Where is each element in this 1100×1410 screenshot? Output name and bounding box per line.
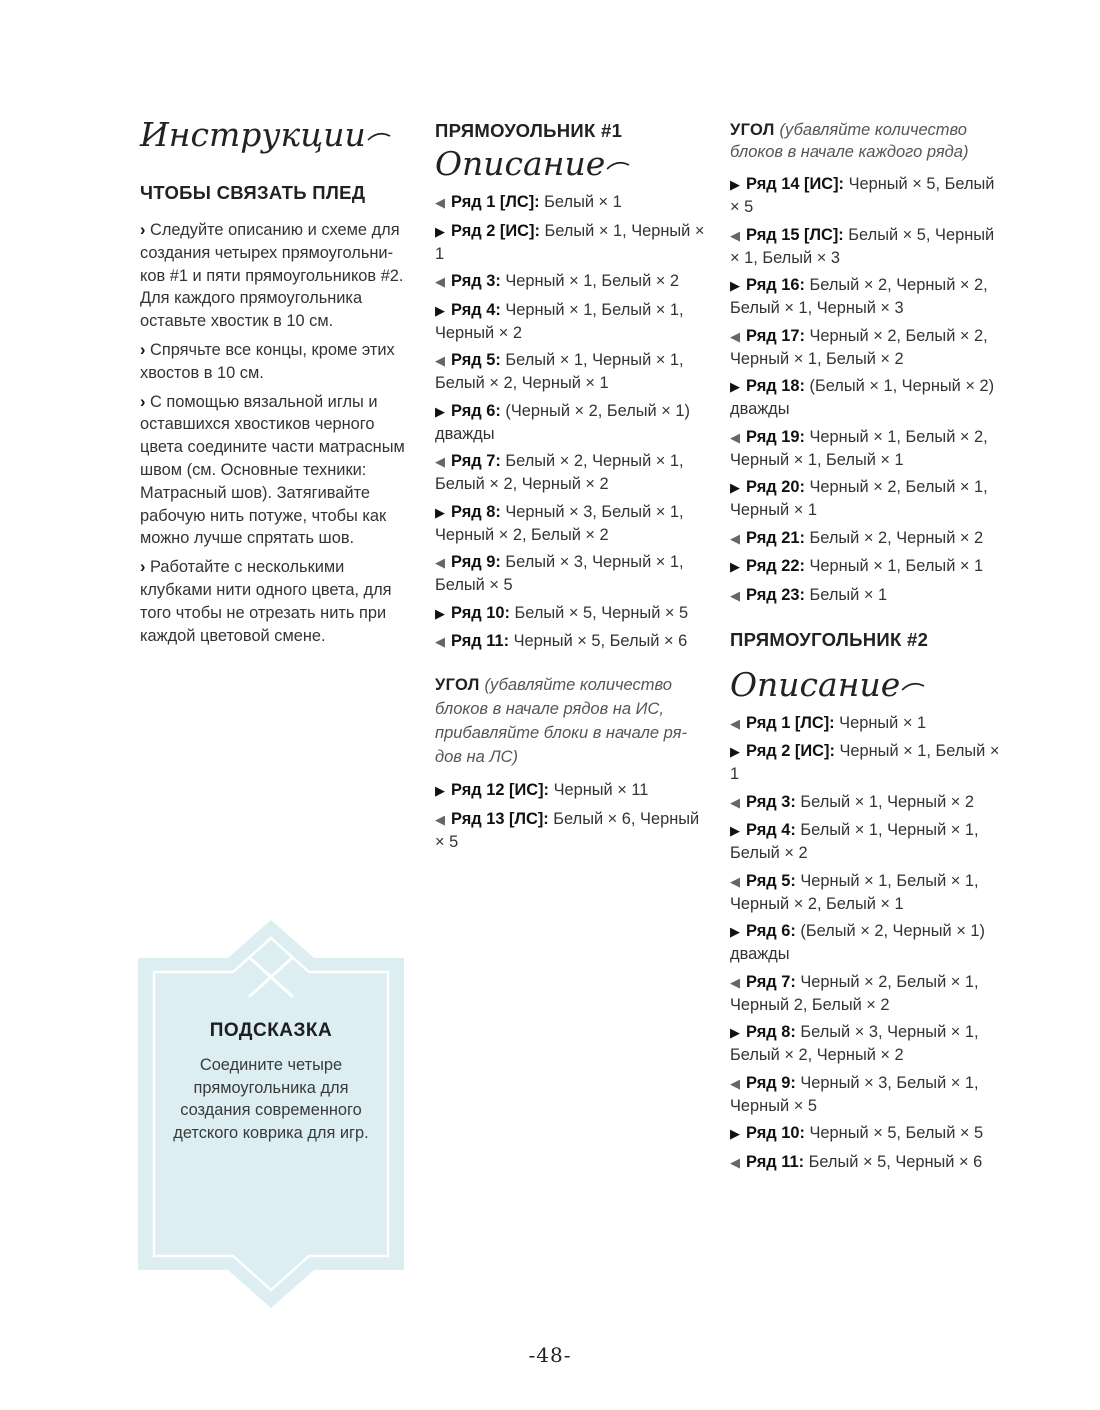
arrow-right-icon: ▶ [435, 223, 445, 239]
arrow-left-icon: ◀ [730, 715, 740, 731]
rectangle1-column [435, 115, 705, 858]
row-instruction [730, 1151, 1000, 1174]
row-text: Белый × 2, Черный × 2 [804, 528, 984, 547]
row-label: Ряд 11: [451, 632, 510, 650]
row-label: Ряд 22: [746, 557, 805, 575]
arrow-left-icon: ◀ [730, 1075, 740, 1091]
row-instruction [730, 870, 1000, 915]
row-text: Белый × 3, Черный × 1, Белый × 5 [435, 553, 684, 594]
row-instruction [730, 555, 1000, 578]
row-instruction [435, 299, 705, 344]
arrow-right-icon: ▶ [435, 783, 445, 798]
corner-rectangle2-column [730, 115, 1000, 1179]
row-text: Белый × 2, Черный × 2, Белый × 1, Черный × 3 [730, 276, 988, 317]
row-text: Черный × 3, Белый × 1, Черный × 2, Белый × 2 [435, 502, 684, 544]
arrow-right-icon: ▶ [730, 744, 740, 759]
flourish-icon [366, 128, 392, 146]
corner2-note: (убавляйте количество блоков в начале каждого ряда) [730, 121, 969, 161]
corner1-heading-label: УГОЛ [435, 676, 480, 694]
row-label: Ряд 7: [451, 452, 501, 470]
row-label: Ряд 21: [746, 528, 805, 547]
arrow-right-icon: ▶ [435, 403, 445, 419]
row-instruction [435, 501, 705, 546]
arrow-right-icon: ▶ [730, 177, 740, 192]
arrow-left-icon: ◀ [435, 353, 445, 368]
row-instruction [730, 740, 1000, 785]
row-instruction [730, 1021, 1000, 1066]
row-text: (Белый × 2, Черный × 1) дважды [730, 922, 985, 963]
flourish-icon [605, 157, 631, 175]
row-instruction [435, 400, 705, 445]
arrow-left-icon: ◀ [730, 587, 740, 603]
row-text: Белый × 6, Черный × 5 [435, 809, 700, 851]
corner1-rows [435, 779, 705, 853]
row-text: Черный × 11 [549, 781, 649, 799]
row-label: Ряд 2 [ИС]: [746, 742, 835, 760]
row-text: Черный × 1, Белый × 1 [804, 557, 984, 575]
row-label: Ряд 5: [451, 351, 501, 369]
instructions-bullets [140, 219, 408, 647]
row-text: Белый × 5, Черный × 6 [804, 1152, 983, 1171]
row-instruction [730, 712, 1000, 735]
tip-text: Соедините четыре прямоугольника для создания современного детского коврика для игр. [173, 1056, 369, 1142]
row-label: Ряд 19: [746, 427, 805, 446]
row-text: Черный × 5, Белый × 5 [730, 175, 995, 216]
arrow-left-icon: ◀ [730, 530, 740, 546]
instructions-script-title-text: Инструкции [140, 115, 366, 154]
row-instruction [435, 630, 705, 653]
arrow-right-icon: ▶ [730, 924, 740, 939]
row-label: Ряд 13 [ЛС]: [451, 809, 549, 828]
tip-content [168, 1020, 374, 1144]
arrow-right-icon: ▶ [730, 1025, 740, 1040]
bullet-item [140, 556, 408, 647]
row-instruction [730, 426, 1000, 471]
bullet-item [140, 339, 408, 385]
row-label: Ряд 6: [746, 922, 796, 940]
row-label: Ряд 3: [746, 792, 796, 811]
row-instruction [730, 274, 1000, 319]
row-label: Ряд 12 [ИС]: [451, 781, 550, 799]
row-instruction [730, 476, 1000, 521]
arrow-left-icon: ◀ [435, 634, 445, 649]
bullet-text: Следуйте описанию и схеме для создания четырех прямоугольников #1 и пяти прямоугольников #2. Для каждого прямоугольника оставьте хвостик в 10 см. [140, 221, 404, 331]
rectangle1-script-title [435, 144, 705, 184]
row-instruction [435, 779, 705, 802]
row-instruction [730, 920, 1000, 965]
arrow-right-icon: ▶ [730, 823, 740, 838]
page-number: -48- [528, 1343, 572, 1367]
row-instruction [435, 349, 705, 394]
arrow-left-icon: ◀ [730, 328, 740, 344]
row-instruction [435, 602, 705, 625]
row-text: Черный × 2, Белый × 1, Черный 2, Белый × 2 [730, 972, 979, 1014]
rectangle2-heading: ПРЯМОУГОЛЬНИК #2 [730, 628, 929, 650]
rectangle2-script-title [730, 665, 1000, 705]
row-instruction [730, 819, 1000, 864]
row-text: Черный × 5, Белый × 5 [804, 1124, 984, 1142]
arrow-left-icon: ◀ [435, 195, 445, 210]
rectangle1-heading: ПРЯМОУОЛЬНИК #1 [435, 120, 623, 141]
row-instruction [435, 191, 705, 214]
row-text: (Белый × 1, Черный × 2) дважды [730, 377, 995, 418]
row-label: Ряд 20: [746, 478, 805, 496]
row-text: Черный × 1, Белый × 1, Черный × 2, Белый × 1 [730, 871, 979, 913]
row-label: Ряд 4: [746, 821, 796, 839]
row-label: Ряд 10: [451, 603, 510, 622]
arrow-right-icon: ▶ [435, 504, 445, 520]
row-label: Ряд 23: [746, 585, 805, 604]
row-text: Белый × 1, Черный × 2 [795, 792, 975, 811]
corner2-heading-label: УГОЛ [730, 121, 775, 139]
row-text: Белый × 1 [539, 193, 622, 211]
row-text: Белый × 5, Черный × 5 [509, 603, 689, 622]
row-label: Ряд 7: [746, 972, 796, 991]
arrow-right-icon: ▶ [730, 480, 740, 495]
bullet-marker: › [140, 221, 146, 239]
row-instruction [730, 224, 1000, 269]
row-text: Черный × 1 [834, 713, 927, 732]
arrow-left-icon: ◀ [435, 274, 445, 289]
row-label: Ряд 18: [746, 377, 805, 395]
arrow-right-icon: ▶ [435, 605, 445, 621]
row-label: Ряд 17: [746, 326, 805, 345]
bullet-marker: › [140, 392, 146, 411]
arrow-left-icon: ◀ [730, 1154, 740, 1170]
row-instruction [435, 220, 705, 265]
arrow-left-icon: ◀ [730, 227, 740, 243]
row-instruction [730, 527, 1000, 550]
arrow-left-icon: ◀ [730, 873, 740, 889]
row-label: Ряд 1 [ЛС]: [451, 193, 540, 211]
corner2-rows [730, 173, 1000, 607]
blanket-heading: ЧТОБЫ СВЯЗАТЬ ПЛЕД [140, 182, 366, 203]
instructions-column [140, 115, 408, 653]
row-instruction [730, 325, 1000, 370]
row-label: Ряд 8: [746, 1023, 796, 1041]
arrow-right-icon: ▶ [730, 278, 740, 293]
rectangle2-rows [730, 712, 1000, 1174]
arrow-right-icon: ▶ [730, 379, 740, 394]
row-text: Черный × 1, Белый × 1, Черный × 2 [435, 300, 684, 342]
arrow-right-icon: ▶ [730, 559, 740, 574]
row-text: Белый × 1, Черный × 1, Белый × 2 [730, 821, 979, 862]
row-instruction [730, 791, 1000, 814]
row-label: Ряд 3: [451, 272, 501, 290]
corner1-heading [435, 673, 705, 769]
row-instruction [730, 1072, 1000, 1117]
bullet-marker: › [140, 558, 146, 577]
row-text: Белый × 3, Черный × 1, Белый × 2, Черный × 2 [730, 1023, 979, 1064]
flourish-icon [900, 678, 926, 696]
tip-title: ПОДСКАЗКА [209, 1020, 333, 1041]
row-instruction [730, 375, 1000, 420]
row-text: Черный × 3, Белый × 1, Черный × 5 [730, 1073, 979, 1115]
arrow-left-icon: ◀ [730, 974, 740, 990]
row-label: Ряд 10: [746, 1124, 805, 1142]
bullet-marker: › [140, 340, 146, 359]
arrow-right-icon: ▶ [435, 302, 445, 318]
row-label: Ряд 11: [746, 1152, 805, 1171]
bullet-item [140, 391, 408, 551]
arrow-left-icon: ◀ [435, 811, 445, 827]
instructions-script-title [140, 115, 408, 155]
corner2-heading [730, 119, 1000, 163]
row-text: Черный × 2, Белый × 1, Черный × 1 [730, 478, 988, 519]
row-instruction [435, 808, 705, 853]
row-text: Черный × 1, Белый × 1 [730, 742, 1000, 783]
row-label: Ряд 6: [451, 401, 501, 420]
row-label: Ряд 16: [746, 276, 805, 294]
row-instruction [730, 584, 1000, 607]
row-label: Ряд 4: [451, 300, 501, 319]
tip-box [138, 920, 404, 1308]
row-instruction [435, 551, 705, 596]
arrow-left-icon: ◀ [730, 794, 740, 810]
row-label: Ряд 5: [746, 871, 796, 890]
row-text: Черный × 2, Белый × 2, Черный × 1, Белый × 2 [730, 326, 988, 368]
row-label: Ряд 8: [451, 502, 501, 521]
corner1-note: (убавляйте количество блоков в начале рядов на ИС, прибавляйте блоки в начале рядов на ЛС) [435, 676, 687, 766]
row-text: Белый × 1, Черный × 1, Белый × 2, Черный × 1 [435, 351, 684, 392]
row-text: Черный × 1, Белый × 2 [500, 272, 680, 290]
row-instruction [435, 270, 705, 293]
row-text: Белый × 1 [804, 585, 888, 604]
bullet-item [140, 219, 408, 333]
row-text: Белый × 5, Черный × 1, Белый × 3 [730, 225, 995, 267]
row-text: Белый × 1, Черный × 1 [435, 221, 705, 263]
row-text: Черный × 5, Белый × 6 [509, 632, 688, 650]
arrow-left-icon: ◀ [730, 429, 740, 445]
row-text: (Черный × 2, Белый × 1) дважды [435, 401, 690, 443]
rectangle1-rows [435, 191, 705, 653]
rectangle2-script-title-text: Описание [730, 664, 901, 704]
arrow-left-icon: ◀ [435, 454, 445, 469]
row-instruction [730, 971, 1000, 1016]
arrow-right-icon: ▶ [730, 1126, 740, 1141]
row-instruction [730, 1122, 1000, 1145]
rectangle1-script-title-text: Описание [435, 144, 606, 183]
arrow-left-icon: ◀ [435, 555, 445, 570]
row-instruction [730, 173, 1000, 218]
row-text: Черный × 1, Белый × 2, Черный × 1, Белый × 1 [730, 427, 988, 469]
row-text: Белый × 2, Черный × 1, Белый × 2, Черный × 2 [435, 452, 684, 493]
bullet-text: Работайте с несколькими клубками нити одного цвета, для того чтобы не отрезать нить при каждой цветовой смене. [140, 558, 392, 645]
row-label: Ряд 1 [ЛС]: [746, 713, 835, 732]
bullet-text: С помощью вязальной иглы и оставшихся хвостиков черного цвета соедините части матрасным швом (см. Основные техники: Матрасный шов). Затягивайте рабочую нить потуже, чтобы как можно лучше спрятать шов. [140, 392, 405, 548]
row-instruction [435, 450, 705, 495]
row-label: Ряд 9: [451, 553, 501, 571]
row-label: Ряд 15 [ЛС]: [746, 225, 844, 244]
row-label: Ряд 2 [ИС]: [451, 221, 540, 240]
row-label: Ряд 9: [746, 1073, 796, 1092]
row-label: Ряд 14 [ИС]: [746, 175, 845, 193]
bullet-text: Спрячьте все концы, кроме этих хвостов в 10 см. [140, 340, 395, 382]
